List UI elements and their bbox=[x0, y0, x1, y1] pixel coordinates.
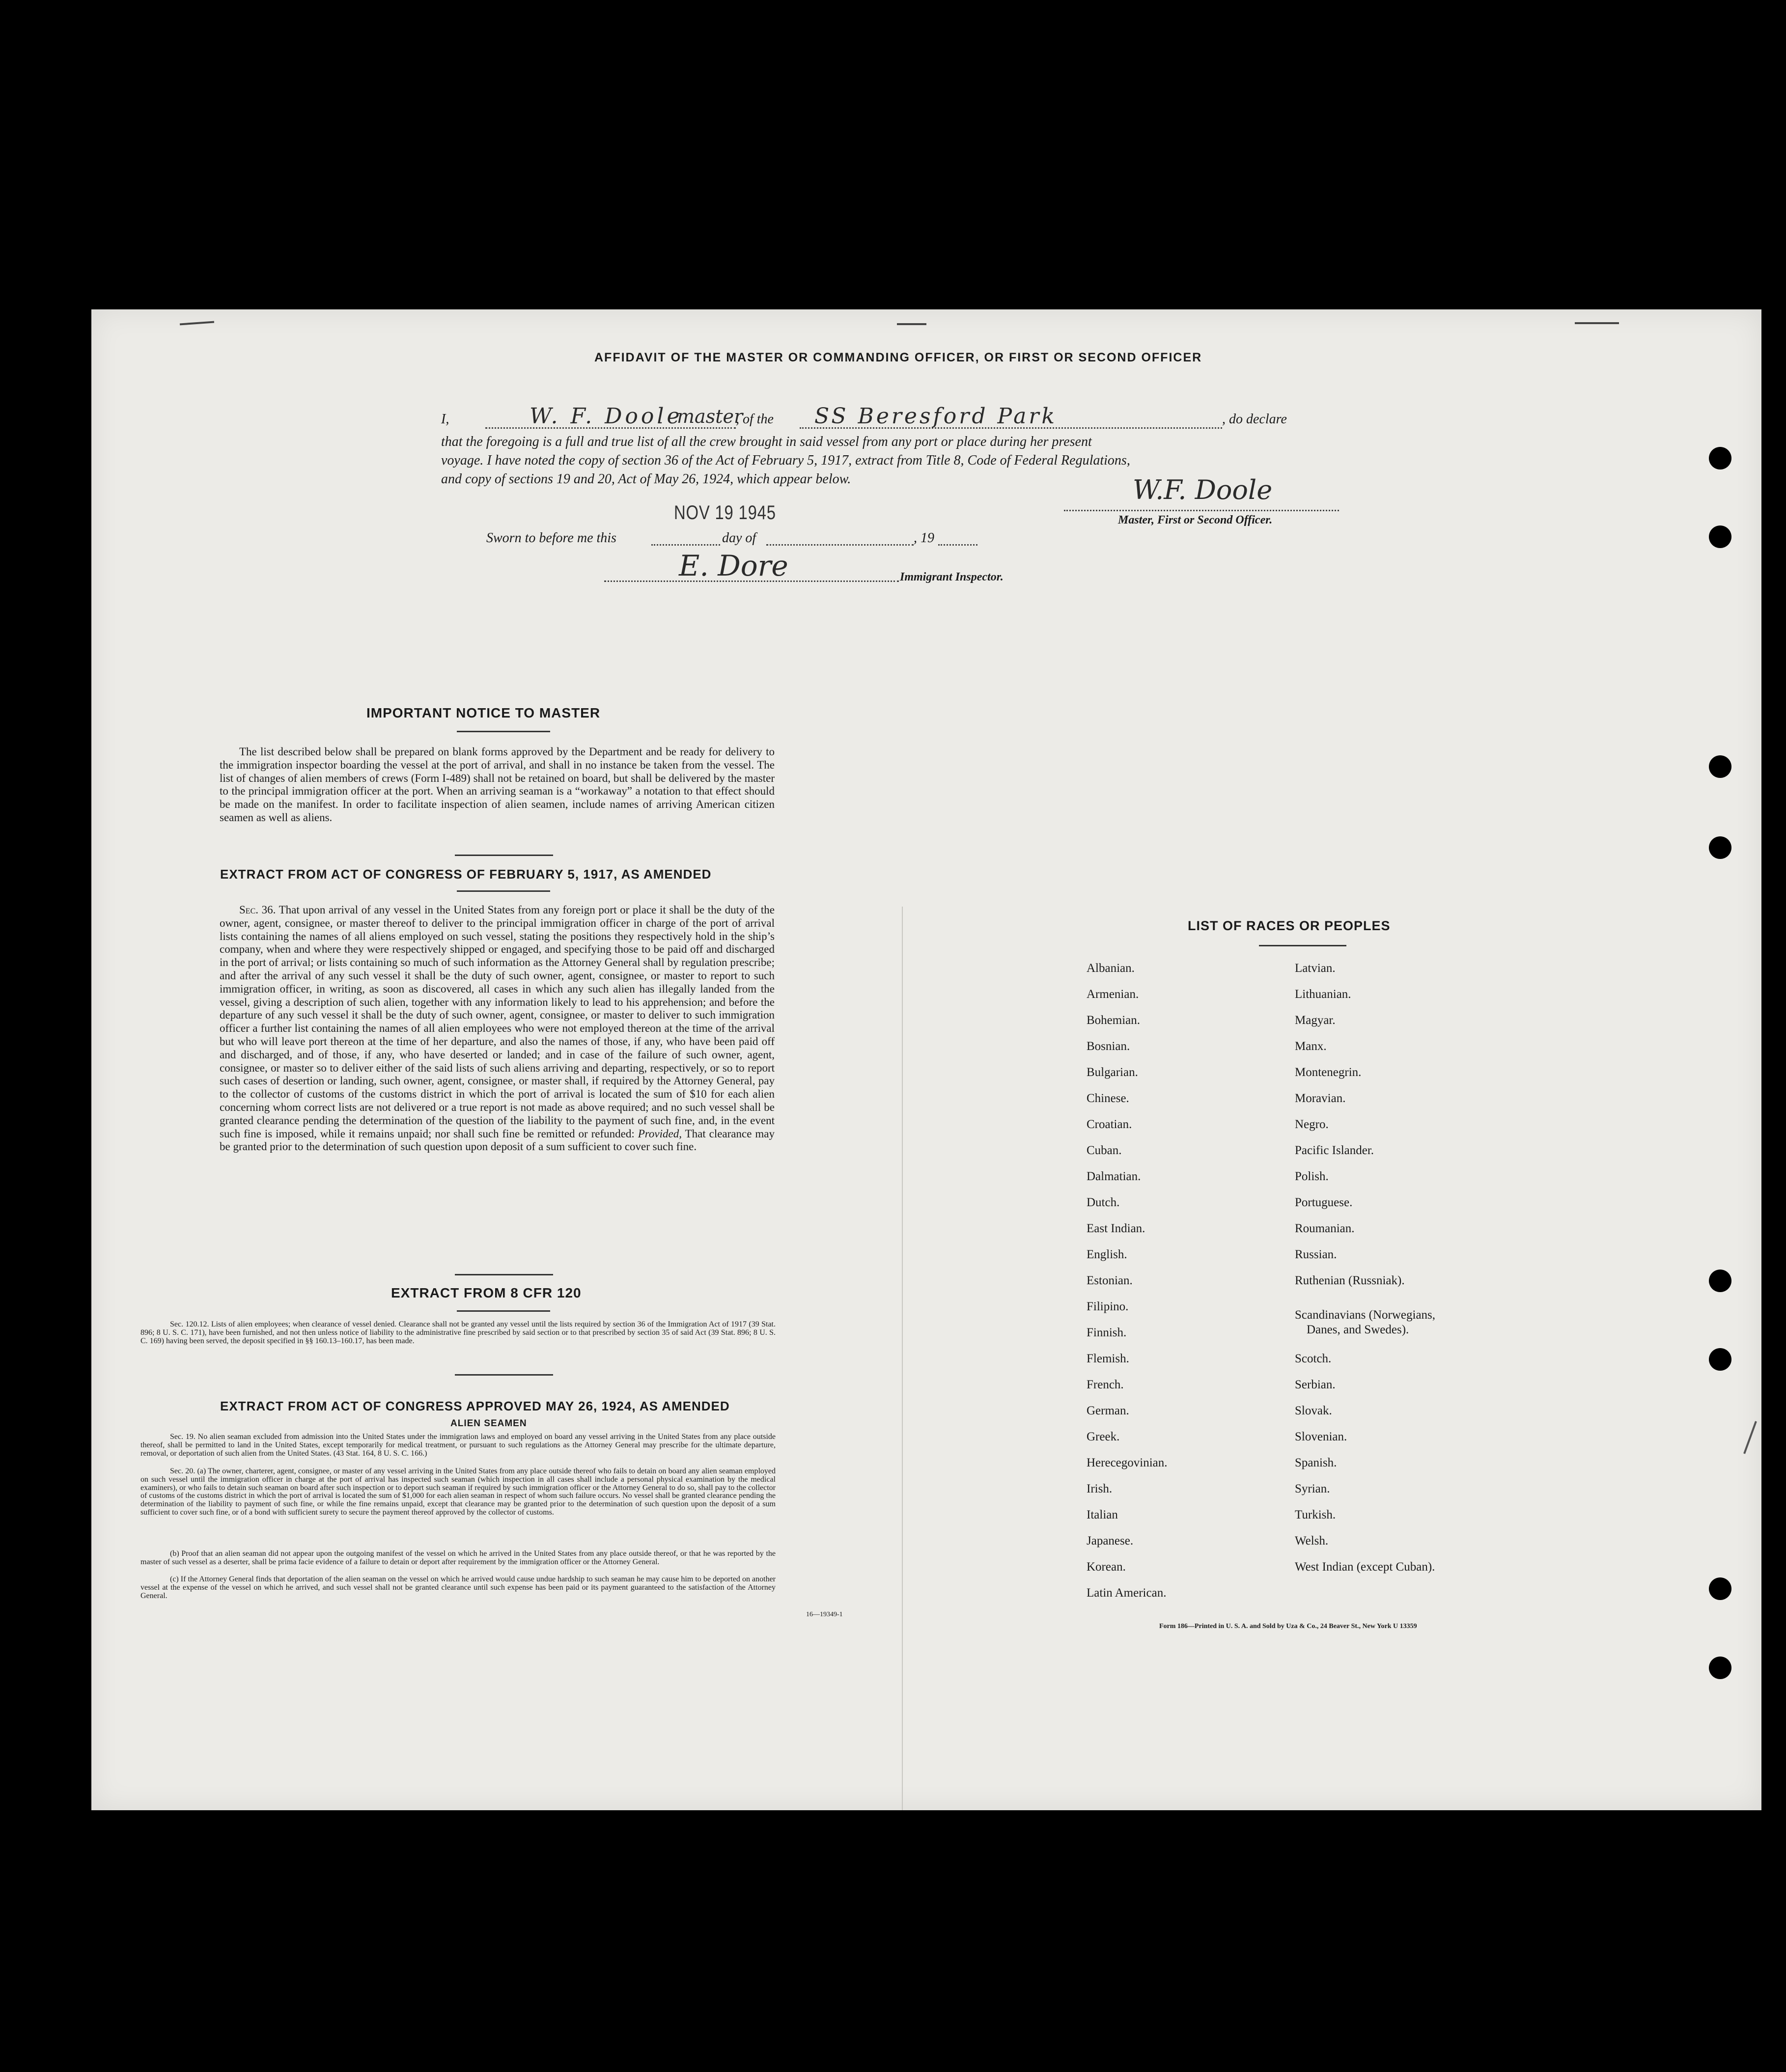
section-divider bbox=[455, 1374, 553, 1376]
punch-hole bbox=[1709, 1348, 1731, 1371]
sec-36-label: Sec. 36. bbox=[239, 904, 276, 916]
race-item: Scandinavians (Norwegians, bbox=[1295, 1308, 1436, 1322]
section-divider bbox=[455, 855, 553, 856]
race-item: Greek. bbox=[1087, 1430, 1120, 1443]
race-item: Lithuanian. bbox=[1295, 988, 1351, 1001]
sworn-year-prefix: , 19 bbox=[914, 530, 934, 546]
race-item: Italian bbox=[1087, 1508, 1118, 1521]
race-item: Slovak. bbox=[1295, 1404, 1332, 1417]
document-page bbox=[91, 309, 1761, 1810]
races-title: LIST OF RACES OR PEOPLES bbox=[1188, 918, 1391, 933]
punch-hole bbox=[1709, 1577, 1731, 1600]
vessel-name-field: SS Beresford Park bbox=[814, 404, 1058, 429]
extract-1924-sec20a: Sec. 20. (a) The owner, charterer, agent, consignee, or master of any vessel arriving in the United States from any place outside thereof who fails to detain on board any alien seaman employed on such vessel until the immigration officer in charge at the port of arrival has inspected such seaman (which inspection in all cases shall include a personal physical examination by the medical examiners), or who fails to detain such seaman on board after such inspection or to deport such seaman if required by such immigration officer or the Attorney General to do so, shall pay to the collector of customs of the customs district in which the port of arrival is located the sum of $1,000 for each alien seaman in respect of whom such failure occurs. No vessel shall be granted clearance pending the determination of the liability to payment of such fine, or while the fine remains unpaid, except that clearance may be granted prior to the determination of such question upon the deposit of a sum sufficient to cover such fine, or of a bond with sufficient surety to secure the payment thereof approved by the collector of customs. bbox=[140, 1467, 776, 1517]
affidavit-title: AFFIDAVIT OF THE MASTER OR COMMANDING OFFICER, OR FIRST OR SECOND OFFICER bbox=[594, 351, 1202, 364]
notice-title: IMPORTANT NOTICE TO MASTER bbox=[366, 705, 601, 720]
race-item: Croatian. bbox=[1087, 1118, 1132, 1131]
master-word: master bbox=[677, 406, 743, 427]
master-name-field: W. F. Doole bbox=[530, 404, 683, 429]
race-item: Dalmatian. bbox=[1087, 1170, 1141, 1183]
race-item: Chinese. bbox=[1087, 1092, 1129, 1105]
master-signature: W.F. Doole bbox=[1133, 474, 1273, 505]
race-item: Moravian. bbox=[1295, 1092, 1346, 1105]
extract-cfr-body: Sec. 120.12. Lists of alien employees; when clearance of vessel denied. Clearance shall not be granted any vessel until the lists required by section 36 of the Immigration Act of 1917 (39 Stat. 896; 8 U. S. C. 171), have been furnished, and not then unless notice of liability to the administrative fine prescribed by said section or to that prescribed by section 35 of said Act (39 Stat. 896; 8 U. S. C. 169) having been served, the deposit specified in §§ 160.13–160.17, has been made. bbox=[140, 1320, 776, 1345]
inspector-signature: E. Dore bbox=[679, 549, 788, 582]
race-item: Negro. bbox=[1295, 1118, 1329, 1131]
punch-hole bbox=[1709, 836, 1731, 859]
race-item: Russian. bbox=[1295, 1248, 1337, 1261]
punch-hole bbox=[1709, 1270, 1731, 1292]
race-item: English. bbox=[1087, 1248, 1127, 1261]
race-item: Pacific Islander. bbox=[1295, 1144, 1374, 1157]
extract-1917-divider bbox=[457, 890, 550, 892]
sworn-text: Sworn to before me this bbox=[486, 530, 616, 546]
extract-1917-body bbox=[220, 904, 775, 1154]
race-item: Dutch. bbox=[1087, 1196, 1120, 1209]
sec-36-text-end: That clearance may be granted prior to the determination of such question upon deposit of a sum sufficient to cover such fine. bbox=[220, 1127, 775, 1153]
race-item: Roumanian. bbox=[1295, 1222, 1355, 1235]
race-item: Armenian. bbox=[1087, 988, 1139, 1001]
edge-mark bbox=[1743, 1421, 1757, 1454]
race-item: West Indian (except Cuban). bbox=[1295, 1560, 1435, 1574]
race-item: Syrian. bbox=[1295, 1482, 1330, 1495]
race-item: French. bbox=[1087, 1378, 1124, 1391]
extract-cfr-title: EXTRACT FROM 8 CFR 120 bbox=[391, 1285, 582, 1300]
notice-body: The list described below shall be prepared on blank forms approved by the Department and be ready for delivery to the immigration inspector boarding the vessel at the port of arrival, and shall in no instance be taken from the vessel. The list of changes of alien members of crews (Form I-489) shall not be retained on board, but shall be delivered by the master to the principal immigration officer at the port. When an arriving seaman is a “workaway” a notation to that effect should be made on the manifest. In order to facilitate inspection of alien seamen, include names of arriving American citizen seamen as well as aliens. bbox=[220, 746, 775, 824]
race-item: Filipino. bbox=[1087, 1300, 1129, 1313]
race-item: Irish. bbox=[1087, 1482, 1113, 1495]
form-code: 16—19349-1 bbox=[806, 1611, 843, 1618]
extract-1924-sec20b: (b) Proof that an alien seaman did not appear upon the outgoing manifest of the vessel on which he arrived in the United States from any place outside thereof, or that he was reported by the master of such vessel as a deserter, shall be prima facie evidence of a failure to detain or deport after requirement by the immigration officer or the Attorney General. bbox=[140, 1549, 776, 1566]
affidavit-do-declare: , do declare bbox=[1222, 412, 1287, 427]
punch-hole bbox=[1709, 755, 1731, 778]
races-divider bbox=[1259, 945, 1346, 946]
master-signature-line bbox=[1064, 510, 1339, 511]
affidavit-line4: and copy of sections 19 and 20, Act of May 26, 1924, which appear below. bbox=[441, 471, 851, 487]
race-item: Herecegovinian. bbox=[1087, 1456, 1168, 1469]
section-divider bbox=[455, 1274, 553, 1275]
race-item: Danes, and Swedes). bbox=[1307, 1323, 1409, 1336]
punch-hole bbox=[1709, 525, 1731, 548]
printer-imprint: Form 186—Printed in U. S. A. and Sold by Uza & Co., 24 Beaver St., New York U 13359 bbox=[1159, 1623, 1417, 1630]
race-item: Latvian. bbox=[1295, 962, 1336, 975]
affidavit-line3: voyage. I have noted the copy of section 36 of the Act of February 5, 1917, extract from Title 8, Code of Federal Regulations, bbox=[441, 453, 1130, 468]
race-item: Latin American. bbox=[1087, 1586, 1167, 1600]
race-item: Bulgarian. bbox=[1087, 1066, 1138, 1079]
extract-1917-title: EXTRACT FROM ACT OF CONGRESS OF FEBRUARY 5, 1917, AS AMENDED bbox=[220, 867, 712, 882]
inspector-caption: Immigrant Inspector. bbox=[900, 571, 1004, 583]
extract-1924-sec19: Sec. 19. No alien seaman excluded from admission into the United States under the immigration laws and employed on board any vessel arriving in the United States from any place outside thereof, shall be permitted to land in the United States, except temporarily for medical treatment, or pursuant to such regulations as the Attorney General may prescribe for the ultimate departure, removal, or deportation of such alien from the United States. (43 Stat. 164, 8 U. S. C. 166.) bbox=[140, 1433, 776, 1458]
affidavit-i: I, bbox=[441, 412, 449, 427]
race-item: Slovenian. bbox=[1295, 1430, 1347, 1443]
race-item: Turkish. bbox=[1295, 1508, 1336, 1521]
race-item: Albanian. bbox=[1087, 962, 1135, 975]
race-item: Scotch. bbox=[1295, 1352, 1332, 1365]
edge-mark bbox=[180, 321, 214, 326]
sec-36-text: That upon arrival of any vessel in the United States from any foreign port or place it shall be the duty of the owner, agent, consignee, or master thereof to deliver to the principal immigration officer in charge of the port of arrival lists containing the names of all aliens employed on such vessel, stating the positions they respectively hold in the ship’s company, when and where they were respectively shipped or engaged, and specifying those to be paid off and discharged in the port of arrival; or lists containing so much of such information as the Attorney General shall by regulation prescribe; and after the arrival of any such vessel it shall be the duty of such owner, agent, consignee, or master to report to such immigration officer, in writing, as soon as discovered, all cases in which any such alien has illegally landed from the vessel, giving a description of such alien, together with any information likely to lead to his apprehension; and before the departure of any such vessel it shall be the duty of such owner, agent, consignee, or master to deliver to such immigration officer a further list containing the names of all alien employees who were not employed thereon at the time of the arrival but who will leave port thereon at the time of her departure, and also the names of those, if any, who have been paid off and discharged, and of those, if any, who have deserted or landed; and in case of the failure of such owner, agent, consignee, or master so to deliver either of the said lists of such aliens arriving and departing, respectively, or so to report such cases of desertion or landing, such owner, agent, consignee, or master shall, if required by the Attorney General, pay to the collector of customs of the customs district in which the port of arrival is located the sum of $10 for each alien concerning whom correct lists are not delivered or a true report is not made as above required; and no such vessel shall be granted clearance pending the determination of the question of the liability to the payment of such fine, and, in the event such fine is imposed, while it remains unpaid; nor shall such fine be remitted or refunded: bbox=[220, 904, 775, 1140]
affidavit-of-the: , of the bbox=[736, 412, 774, 427]
edge-mark bbox=[1575, 322, 1619, 324]
extract-1924-sec20c: (c) If the Attorney General finds that deportation of the alien seaman on the vessel on which he arrived would cause undue hardship to such seaman he may cause him to be deported on another vessel at the expense of the vessel on which he arrived, and such vessel shall not be granted clearance until such expense has been paid or its payment guaranteed to the satisfaction of the Attorney General. bbox=[140, 1575, 776, 1600]
race-item: Spanish. bbox=[1295, 1456, 1337, 1469]
extract-cfr-divider bbox=[457, 1310, 550, 1312]
race-item: German. bbox=[1087, 1404, 1129, 1417]
sworn-day-field bbox=[651, 544, 720, 546]
race-item: East Indian. bbox=[1087, 1222, 1145, 1235]
affidavit-line2: that the foregoing is a full and true list of all the crew brought in said vessel from any port or place during her present bbox=[441, 434, 1092, 449]
alien-seamen-subtitle: ALIEN SEAMEN bbox=[450, 1418, 527, 1429]
master-caption: Master, First or Second Officer. bbox=[1118, 514, 1273, 526]
sworn-line bbox=[486, 530, 1189, 552]
column-divider bbox=[902, 907, 903, 1810]
race-item: Cuban. bbox=[1087, 1144, 1122, 1157]
race-item: Magyar. bbox=[1295, 1014, 1336, 1027]
date-stamp: NOV 19 1945 bbox=[674, 502, 776, 524]
race-item: Finnish. bbox=[1087, 1326, 1127, 1339]
notice-divider bbox=[457, 731, 550, 732]
sec-36-provided: Provided, bbox=[638, 1127, 682, 1140]
race-item: Estonian. bbox=[1087, 1274, 1133, 1287]
race-item: Manx. bbox=[1295, 1040, 1327, 1053]
sworn-year-field bbox=[938, 544, 977, 546]
race-item: Serbian. bbox=[1295, 1378, 1336, 1391]
race-item: Montenegrin. bbox=[1295, 1066, 1362, 1079]
race-item: Ruthenian (Russniak). bbox=[1295, 1274, 1405, 1287]
race-item: Bohemian. bbox=[1087, 1014, 1141, 1027]
sworn-day-of: day of bbox=[722, 530, 756, 546]
extract-1924-title: EXTRACT FROM ACT OF CONGRESS APPROVED MAY 26, 1924, AS AMENDED bbox=[220, 1399, 730, 1413]
race-item: Welsh. bbox=[1295, 1534, 1329, 1547]
race-item: Japanese. bbox=[1087, 1534, 1134, 1547]
race-item: Polish. bbox=[1295, 1170, 1329, 1183]
edge-mark bbox=[897, 323, 926, 325]
race-item: Flemish. bbox=[1087, 1352, 1129, 1365]
punch-hole bbox=[1709, 1657, 1731, 1679]
affidavit-line1 bbox=[441, 404, 1473, 432]
race-item: Portuguese. bbox=[1295, 1196, 1353, 1209]
race-item: Korean. bbox=[1087, 1560, 1126, 1574]
punch-hole bbox=[1709, 447, 1731, 470]
sworn-month-field bbox=[766, 544, 914, 546]
race-item: Bosnian. bbox=[1087, 1040, 1130, 1053]
